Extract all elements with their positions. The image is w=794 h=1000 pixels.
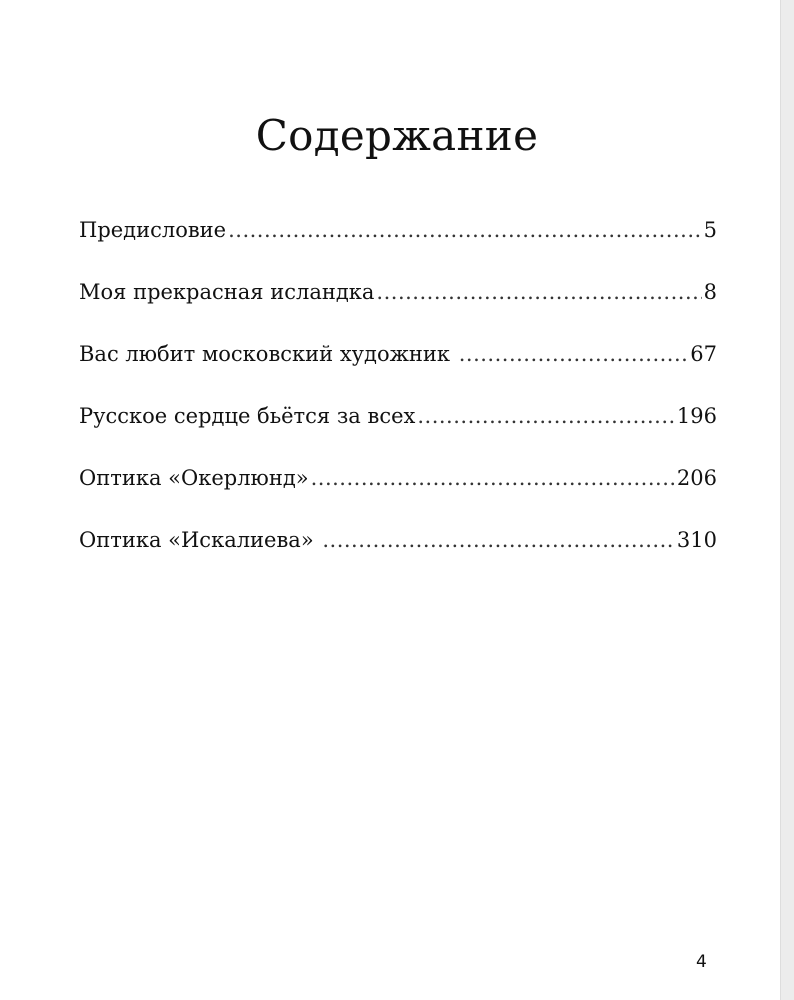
toc-leader-dots xyxy=(376,268,701,316)
toc-entry xyxy=(79,516,717,578)
table-of-contents xyxy=(79,206,717,578)
toc-entry xyxy=(79,454,717,516)
toc-entry xyxy=(79,268,717,330)
toc-entry-title: Вас любит московский художник xyxy=(79,342,457,366)
toc-entry-title: Русское сердце бьётся за всех xyxy=(79,404,416,428)
toc-entry-page: 206 xyxy=(676,466,717,490)
toc-leader-dots xyxy=(322,516,675,564)
toc-entry-page: 8 xyxy=(703,280,717,304)
toc-entry xyxy=(79,206,717,268)
toc-entry xyxy=(79,330,717,392)
toc-entry-title: Предисловие xyxy=(79,218,227,242)
toc-entry-page: 5 xyxy=(703,218,717,242)
page-number: 4 xyxy=(696,952,707,972)
toc-entry-page: 67 xyxy=(690,342,717,366)
toc-entry-title: Оптика «Окерлюнд» xyxy=(79,466,309,490)
toc-entry-page: 196 xyxy=(676,404,717,428)
toc-leader-dots xyxy=(459,330,689,378)
toc-leader-dots xyxy=(417,392,675,440)
toc-leader-dots xyxy=(311,454,675,502)
toc-entry xyxy=(79,392,717,454)
toc-entry-title: Оптика «Искалиева» xyxy=(79,528,321,552)
toc-entry-title: Моя прекрасная исландка xyxy=(79,280,375,304)
toc-leader-dots xyxy=(228,206,702,254)
page-title: Содержание xyxy=(255,111,539,161)
toc-entry-page: 310 xyxy=(676,528,717,552)
page-edge-divider xyxy=(780,0,794,1000)
